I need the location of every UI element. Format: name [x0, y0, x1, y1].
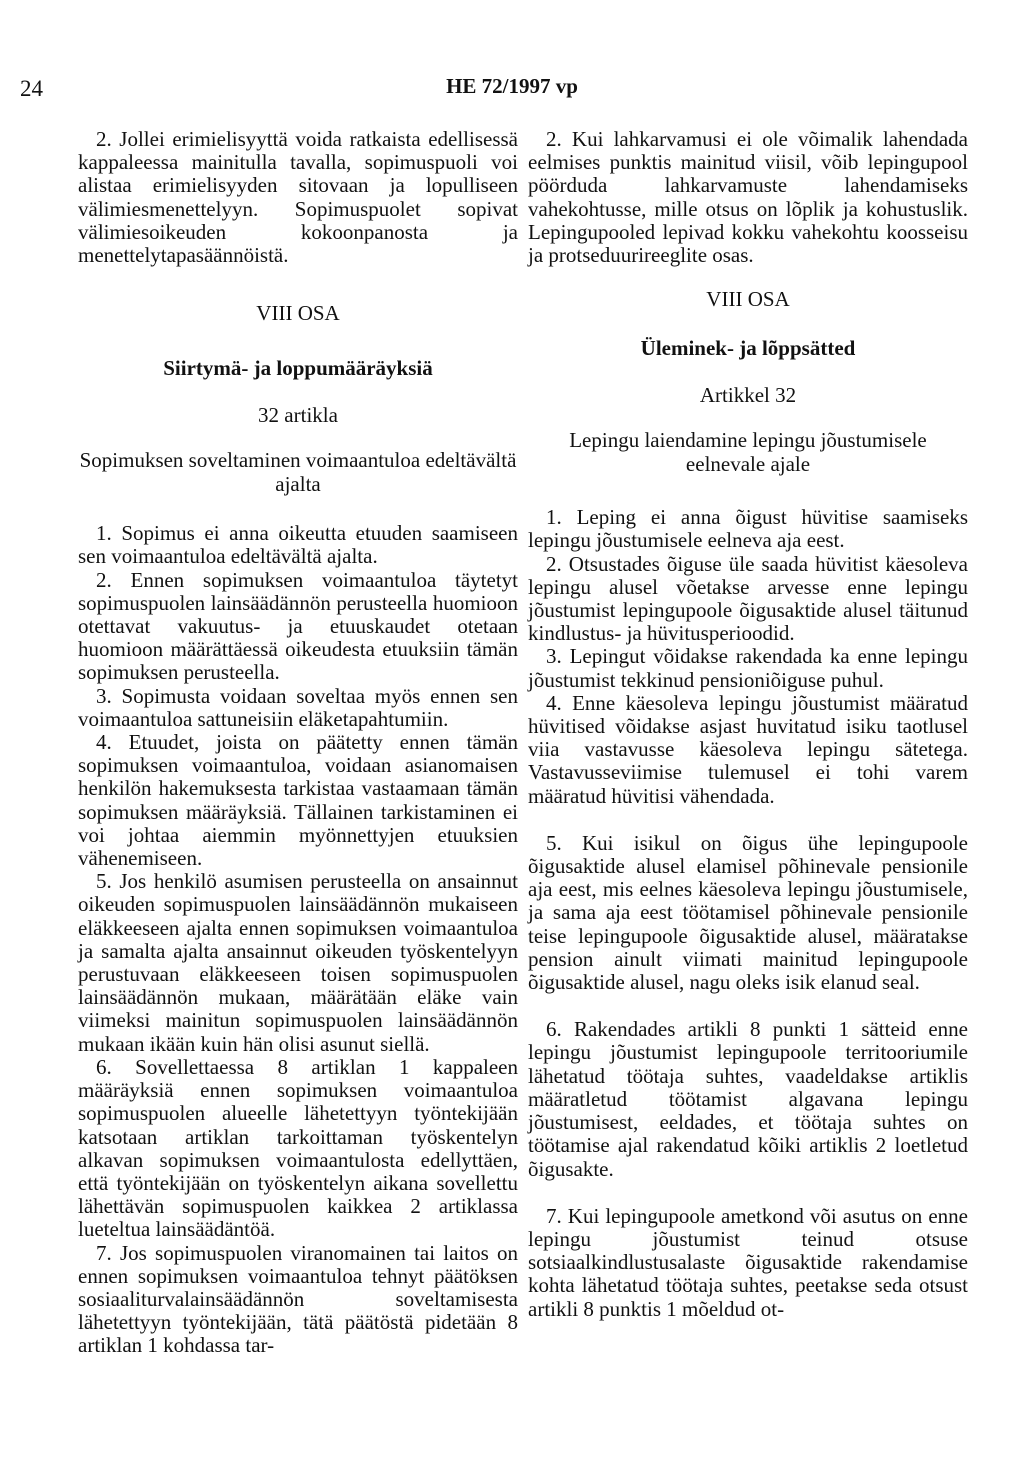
paragraph-5: 5. Jos henkilö asumisen perusteella on ansainnut oikeuden sopimuspuolen lainsäädännön mukaiseen eläkkeeseen ajalta ennen sopimuksen voimaantuloa ja samalta ajalta ansainnut oikeuden työskentelyyn perustuvaan eläkkeeseen toisen sopimuspuolen lainsäädännön mukaan, määrätään eläke vain viimeksi mainitun sopimuspuolen lainsäädännön mukaan ikään kuin hän olisi asunut siellä. — [78, 869, 518, 1056]
part-heading: VIII OSA — [706, 287, 790, 312]
paragraph-6: 6. Sovellettaessa 8 artiklan 1 kappaleen määräyksiä ennen sopimuksen voimaantuloa sopimuspuolen alueelle lähetettyyn työntekijään katsotaan artiklan tarkoittaman työskentelyn alkavan sopimuksen voimaantulosta edellyttäen, että työntekijään on työskentelyn aikana sovellettu lähettävän sopimuspuolen kaikkea 2 artiklassa lueteltua lainsäädäntöä. — [78, 1054, 518, 1242]
finnish-column — [78, 128, 518, 1358]
paragraph-2: 2. Ennen sopimuksen voimaantuloa täytetyt sopimuspuolen lainsäädännön perusteella huomioon otettavat vakuutus- ja etuuskaudet otetaan huomioon määrättäessä oikeudesta etuuksiin tämän sopimuksen perusteella. — [78, 567, 518, 685]
paragraph-1: 1. Leping ei anna õigust hüvitise saamiseks lepingu jõustumisele eelneva aja eest. — [528, 505, 968, 553]
paragraph-6: 6. Rakendades artikli 8 punkti 1 sätteid enne lepingu jõustumist lepingupoole territooriumile lähetatud töötaja suhtes, vaadeldakse artiklis määratletud töötamist algavana lepingu jõustumisest, eeldades, et töötaja suhtes on töötamise ajal rakendatud kõiki artiklis 2 loetletud õigusakte. — [528, 1017, 968, 1181]
intro-paragraph: 2. Kui lahkarvamusi ei ole võimalik lahendada eelmises punktis mainitud viisil, võib lepingupool pöörduda lahkarvamuste lahendamiseks vahekohtusse, mille otsus on lõplik ja kohustuslik. Lepingupooled lepivad kokku vahekohtu koosseisu ja protseduurireeglite osas. — [528, 127, 968, 268]
article-heading: Artikkel 32 — [699, 383, 797, 408]
estonian-column — [528, 128, 968, 1321]
article-heading: 32 artikla — [258, 403, 338, 428]
page-number: 24 — [20, 76, 43, 101]
paragraph-4: 4. Etuudet, joista on päätetty ennen tämän sopimuksen voimaantuloa, voidaan asianomaisen henkilön hakemuksesta tarkistaa vastaamaan tämän sopimuksen määräyksiä. Tällainen tarkistaminen ei voi johtaa aiemmin myönnettyjen etuuksien vähenemiseen. — [78, 730, 518, 871]
chapter-heading: Siirtymä- ja loppumääräyksiä — [163, 356, 433, 381]
paragraph-3: 3. Sopimusta voidaan soveltaa myös ennen sen voimaantuloa sattuneisiin eläketapahtumiin. — [78, 683, 518, 731]
intro-paragraph: 2. Jollei erimielisyyttä voida ratkaista edellisessä kappaleessa mainitulla tavalla, sopimuspuoli voi alistaa erimielisyyden sitovaan ja lopulliseen välimiesmenettelyyn. Sopimuspuolet sopivat välimiesoikeuden kokoonpanosta ja menettelytapasäännöistä. — [78, 127, 518, 268]
article-title: Sopimuksen soveltaminen voimaantuloa edeltävältä ajalta — [79, 448, 517, 497]
paragraph-2: 2. Otsustades õiguse üle saada hüvitist käesoleva lepingu alusel võetakse arvesse enne lepingu jõustumist lepingupoole õigusaktide alusel täitunud kindlustus- ja hüvitusperioodid. — [528, 551, 968, 646]
part-heading: VIII OSA — [256, 301, 340, 326]
paragraph-7: 7. Kui lepingupoole ametkond või asutus on enne lepingu jõustumist teinud otsuse sotsiaalkindlustusalaste õigusaktide rakendamise kohta lähetatud töötaja suhtes, peetakse seda otsust artikli 8 punktis 1 mõeldud ot- — [528, 1203, 968, 1321]
paragraph-5: 5. Kui isikul on õigus ühe lepingupoole õigusaktide alusel elamisel põhinevale pensionile aja eest, mis eelnes käesoleva lepingu jõustumisele, ja sama aja eest töötamisel põhinevale pensionile teise lepingupoole õigusaktide alusel, määratakse pension ainult viimati mainitud lepingupoole õigusaktide alusel, nagu oleks isik elanud seal. — [528, 830, 968, 995]
paragraph-7: 7. Jos sopimuspuolen viranomainen tai laitos on ennen sopimuksen voimaantuloa tehnyt päätöksen sosiaaliturvalainsäädännön soveltamisesta lähetettyyn työntekijään, tätä päätöstä pidetään 8 artiklan 1 kohdassa tar- — [78, 1240, 518, 1358]
running-head: HE 72/1997 vp — [446, 74, 578, 98]
article-title: Lepingu laiendamine lepingu jõustumisele eelnevale ajale — [569, 428, 927, 477]
paragraph-1: 1. Sopimus ei anna oikeutta etuuden saamiseen sen voimaantuloa edeltävältä ajalta. — [78, 521, 518, 569]
chapter-heading: Üleminek- ja lõppsätted — [640, 336, 856, 361]
paragraph-3: 3. Lepingut võidakse rakendada ka enne lepingu jõustumist tekkinud pensioniõiguse puhul. — [528, 644, 968, 692]
paragraph-4: 4. Enne käesoleva lepingu jõustumist määratud hüvitised võidakse asjast huvitatud isiku taotlusel viia vastavusse käesoleva lepingu sätetega. Vastavusseviimise tulemusel ei tohi varem määratud hüvitisi vähendada. — [528, 690, 968, 808]
